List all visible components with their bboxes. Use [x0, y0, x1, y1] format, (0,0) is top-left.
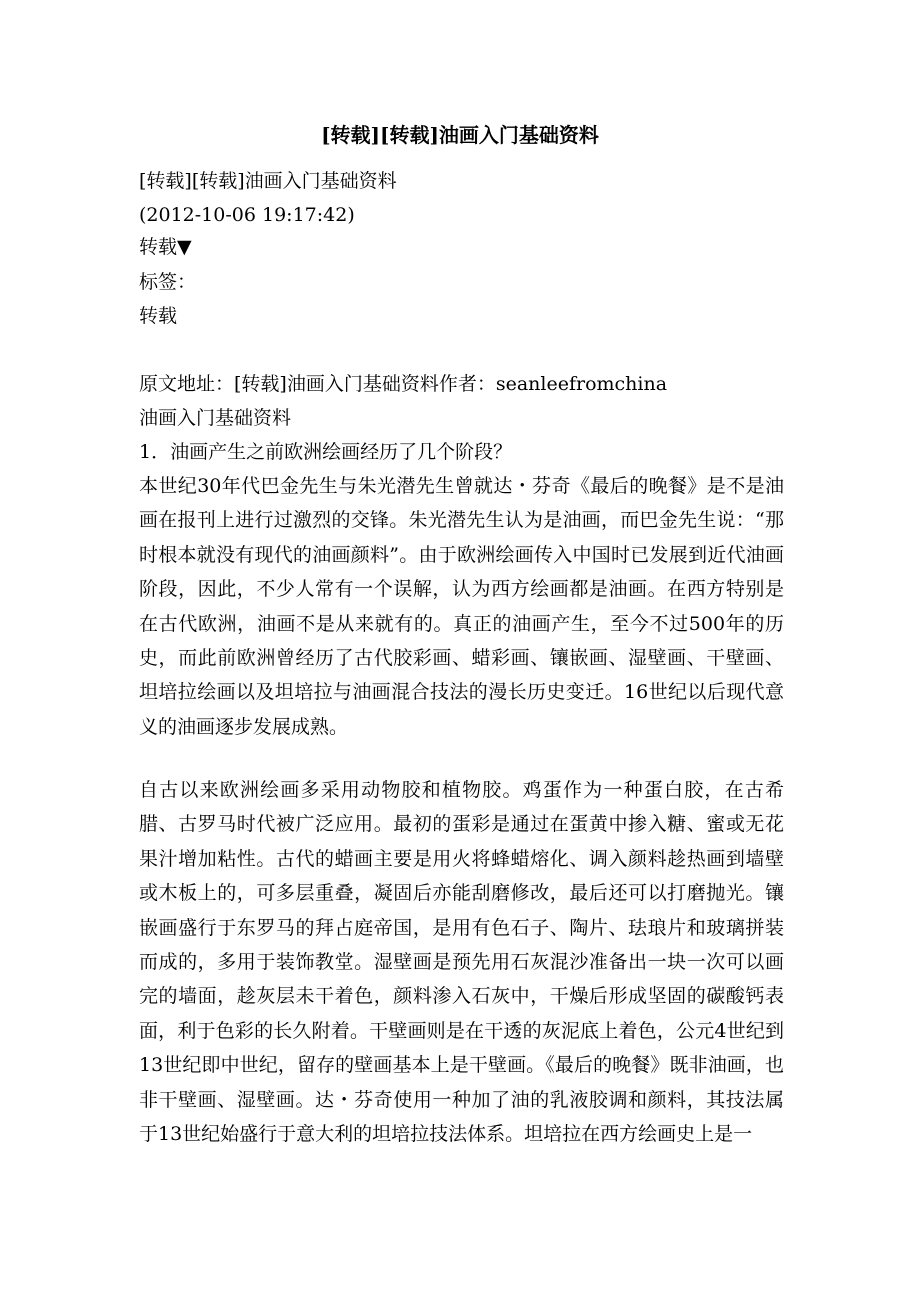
tag-link[interactable]: 转载 [139, 305, 178, 327]
document-title: [转载][转载]油画入门基础资料 [321, 123, 599, 147]
header-title: [转载][转载]油画入门基础资料 [139, 170, 397, 192]
post-date: (2012-10-06 19:17:42) [139, 204, 355, 226]
paragraph-1: 本世纪30年代巴金先生与朱光潜先生曾就达・芬奇《最后的晚餐》是不是油画在报刊上进行过激烈的交锋。朱光潜先生认为是油画，而巴金先生说：“那时根本就没有现代的油画颜料”。由于欧洲绘画传入中国时已发展到近代油画阶段，因此，不少人常有一个误解，认为西方绘画都是油画。在西方特别是在古代欧洲，油画不是从来就有的。真正的油画产生，至今不过500年的历史，而此前欧洲曾经历了古代胶彩画、蜡彩画、镶嵌画、湿壁画、干壁画、坦培拉绘画以及坦培拉与油画混合技法的漫长历史变迁。16世纪以后现代意义的油画逐步发展成熟。 [139, 475, 784, 738]
subtitle: 油画入门基础资料 [139, 407, 292, 429]
repost-label[interactable]: 转载▼ [139, 236, 192, 258]
paragraph-2: 自古以来欧洲绘画多采用动物胶和植物胶。鸡蛋作为一种蛋白胶，在古希腊、古罗马时代被广泛应用。最初的蛋彩是通过在蛋黄中掺入糖、蜜或无花果汁增加粘性。古代的蜡画主要是用火将蜂蜡熔化、调入颜料趁热画到墙壁或木板上的，可多层重叠，凝固后亦能刮磨修改，最后还可以打磨抛光。镶嵌画盛行于东罗马的拜占庭帝国，是用有色石子、陶片、珐琅片和玻璃拼装而成的，多用于装饰教堂。湿壁画是预先用石灰混沙准备出一块一次可以画完的墙面，趁灰层未干着色，颜料渗入石灰中，干燥后形成坚固的碳酸钙表面，利于色彩的长久附着。干壁画则是在干透的灰泥底上着色，公元4世纪到13世纪即中世纪，留存的壁画基本上是干壁画。《最后的晚餐》既非油画，也非干壁画、湿壁画。达・芬奇使用一种加了油的乳液胶调和颜料，其技法属于13世纪始盛行于意大利的坦培拉技法体系。坦培拉在西方绘画史上是一 [139, 779, 784, 1146]
section-question: 1．油画产生之前欧洲绘画经历了几个阶段？ [139, 441, 513, 463]
source-line: 原文地址：[转载]油画入门基础资料作者：seanleefromchina [139, 373, 668, 395]
tags-label: 标签： [139, 271, 197, 293]
